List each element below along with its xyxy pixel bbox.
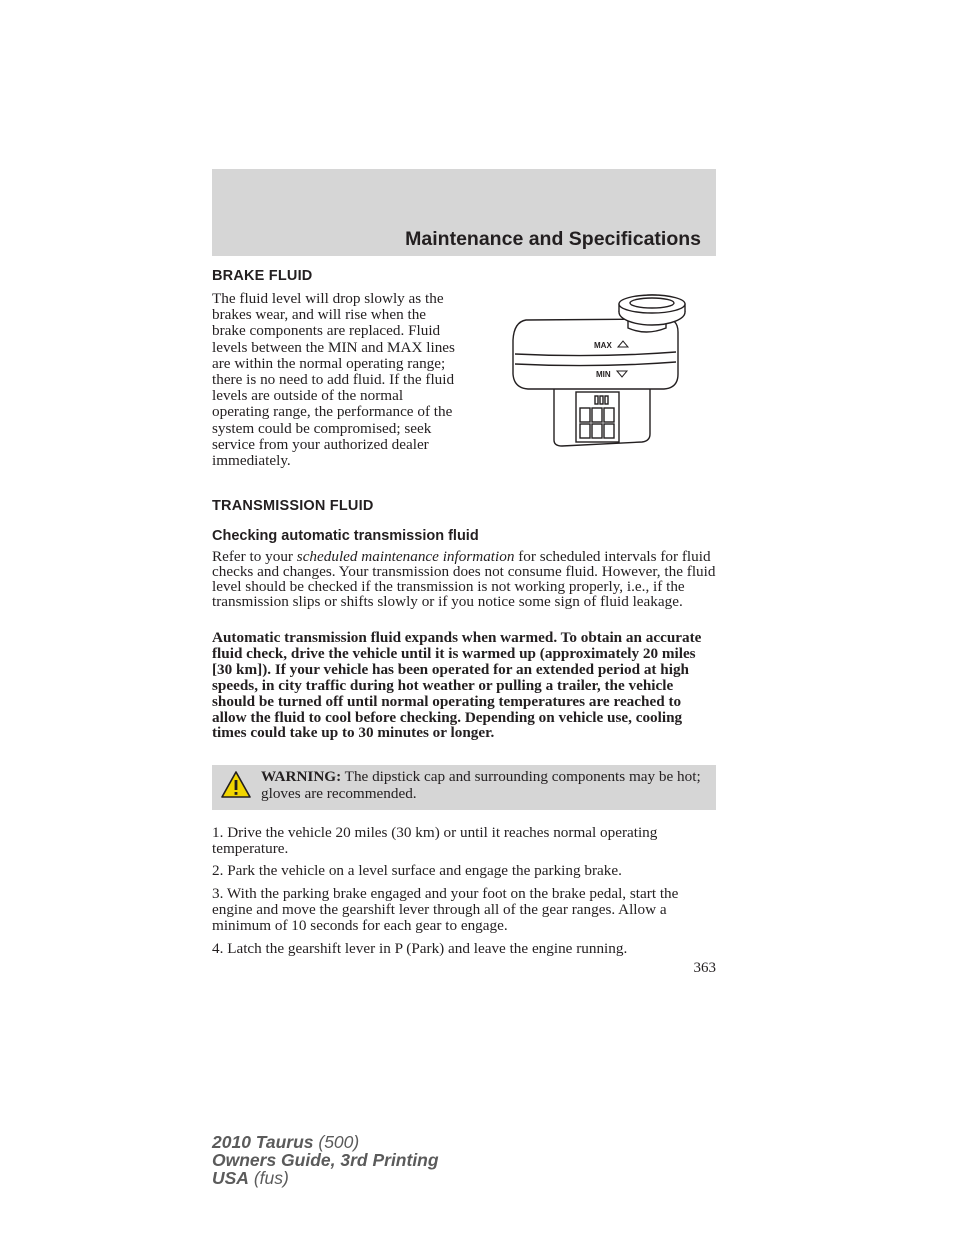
step-1: 1. Drive the vehicle 20 miles (30 km) or until it reaches normal operating temperature. bbox=[212, 824, 658, 858]
footer-line-model: 2010 Taurus (500) bbox=[212, 1132, 360, 1152]
min-level-label: MIN bbox=[596, 370, 611, 379]
max-level-label: MAX bbox=[594, 341, 612, 350]
scheduled-maintenance-reference: scheduled maintenance information bbox=[296, 548, 515, 565]
transmission-fluid-heading: TRANSMISSION FLUID bbox=[212, 498, 374, 514]
brake-fluid-reservoir-illustration bbox=[506, 292, 690, 452]
section-header-band bbox=[212, 169, 716, 256]
step-3: 3. With the parking brake engaged and your foot on the brake pedal, start the engine and move the gearshift lever through all of the gear ranges. Allow a minimum of 10 seconds for each gear to engage. bbox=[212, 885, 679, 935]
page-number: 363 bbox=[693, 960, 716, 976]
brake-fluid-heading: BRAKE FLUID bbox=[212, 268, 313, 284]
warning-callout bbox=[212, 765, 716, 810]
brake-fluid-paragraph: The fluid level will drop slowly as the brakes wear, and will rise when the brake components are replaced. Fluid levels between the MIN and MAX lines are within the normal operating range; there is no need to add fluid. If the fluid levels are outside of the normal operating range, the performance of the system could be compromised; seek service from your authorized dealer immediately. bbox=[212, 290, 455, 470]
warning-label: WARNING: bbox=[261, 768, 342, 785]
step-4: 4. Latch the gearshift lever in P (Park) and leave the engine running. bbox=[212, 940, 628, 957]
footer-line-region: USA (fus) bbox=[212, 1168, 289, 1188]
step-2: 2. Park the vehicle on a level surface and engage the parking brake. bbox=[212, 862, 622, 879]
transmission-intro-paragraph: Refer to your scheduled maintenance information for scheduled intervals for fluid checks and changes. Your transmission does not consume fluid. However, the fluid level should be checked if the transmission is not working properly, i.e., if the transmission slips or shifts slowly or if you notice some sign of fluid leakage. bbox=[212, 548, 716, 611]
transmission-warm-note: Automatic transmission fluid expands when warmed. To obtain an accurate fluid check, drive the vehicle until it is warmed up (approximately 20 miles [30 km]). If your vehicle has been operated for an extended period at high speeds, in city traffic during hot weather or pulling a trailer, the vehicle should be turned off until normal operating temperatures are reached to allow the fluid to cool before checking. Depending on vehicle use, cooling times could take up to 30 minutes or longer. bbox=[212, 629, 702, 742]
document-footer bbox=[212, 1133, 439, 1187]
section-title: Maintenance and Specifications bbox=[405, 228, 701, 250]
footer-line-edition: Owners Guide, 3rd Printing bbox=[212, 1150, 439, 1170]
warning-text: WARNING: The dipstick cap and surrounding components may be hot; gloves are recommended. bbox=[261, 768, 701, 802]
warning-triangle-icon bbox=[220, 770, 252, 799]
transmission-check-subheading: Checking automatic transmission fluid bbox=[212, 528, 479, 544]
